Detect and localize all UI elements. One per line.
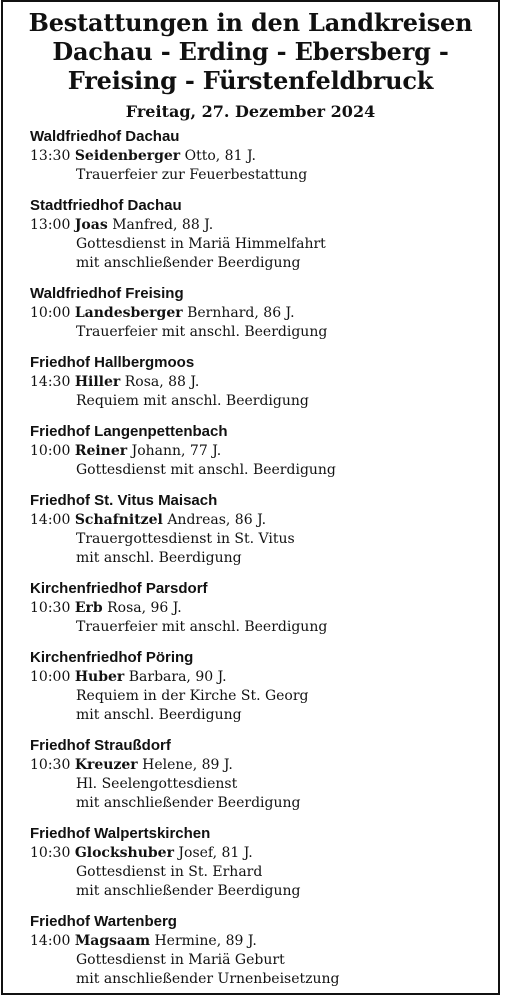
cemetery-name: Waldfriedhof Freising: [30, 285, 184, 302]
deceased-surname: Joas: [74, 217, 108, 233]
deceased-surname: Magsaam: [74, 933, 151, 949]
cemetery-name: Friedhof Wartenberg: [30, 913, 177, 930]
funeral-time: 13:30: [30, 148, 71, 164]
funeral-list: [30, 127, 492, 1000]
funeral-time: 14:00: [30, 512, 71, 528]
deceased-surname: Seidenberger: [74, 148, 181, 164]
funeral-entry: [30, 196, 492, 273]
ceremony-detail: Gottesdienst in Mariä Geburt: [76, 952, 285, 968]
funeral-main-line: [30, 599, 492, 618]
funeral-entry: [30, 912, 492, 989]
ceremony-detail: mit anschließender Beerdigung: [76, 795, 301, 811]
deceased-name-age: Bernhard, 86 J.: [187, 305, 295, 321]
deceased-surname: Landesberger: [74, 305, 183, 321]
funeral-main-line: [30, 216, 492, 235]
funeral-main-line: [30, 373, 492, 392]
cemetery-name: Friedhof Hallbergmoos: [30, 354, 195, 371]
funeral-main-line: [30, 442, 492, 461]
funeral-entry: [30, 736, 492, 813]
deceased-surname: Reiner: [74, 443, 128, 459]
funeral-time: 14:00: [30, 933, 71, 949]
funeral-time: 13:00: [30, 217, 71, 233]
cemetery-name: Kirchenfriedhof Parsdorf: [30, 580, 208, 597]
deceased-surname: Hiller: [74, 374, 121, 390]
funeral-main-line: [30, 844, 492, 863]
funeral-main-line: [30, 304, 492, 323]
cemetery-name: Stadtfriedhof Dachau: [30, 197, 182, 214]
cemetery-name: Waldfriedhof Dachau: [30, 128, 180, 145]
ceremony-detail: Trauerfeier zur Feuerbestattung: [76, 167, 308, 183]
ceremony-detail: Trauerfeier mit anschl. Beerdigung: [76, 619, 328, 635]
notice-date: Freitag, 27. Dezember 2024: [125, 102, 376, 121]
deceased-name-age: Manfred, 88 J.: [112, 217, 214, 233]
funeral-time: 10:00: [30, 305, 71, 321]
cemetery-name: Kirchenfriedhof Pöring: [30, 649, 194, 666]
funeral-entry: [30, 648, 492, 725]
deceased-surname: Kreuzer: [74, 757, 138, 773]
deceased-name-age: Otto, 81 J.: [184, 148, 256, 164]
cemetery-name: Friedhof Langenpettenbach: [30, 423, 228, 440]
ceremony-detail: Hl. Seelengottesdienst: [76, 776, 238, 792]
notice-title-line: Dachau - Erding - Ebersberg -: [52, 37, 449, 66]
obituary-notice: [1, 0, 500, 995]
deceased-surname: Glockshuber: [74, 845, 174, 861]
funeral-entry: [30, 284, 492, 342]
ceremony-detail: mit anschließender Beerdigung: [76, 883, 301, 899]
deceased-surname: Schafnitzel: [74, 512, 163, 528]
funeral-time: 14:30: [30, 374, 71, 390]
deceased-name-age: Hermine, 89 J.: [154, 933, 257, 949]
funeral-main-line: [30, 511, 492, 530]
notice-header: [3, 8, 498, 123]
notice-title-line: Freising - Fürstenfeldbruck: [67, 66, 434, 95]
funeral-entry: [30, 422, 492, 480]
deceased-name-age: Helene, 89 J.: [142, 757, 233, 773]
ceremony-detail: mit anschl. Beerdigung: [76, 707, 242, 723]
deceased-name-age: Rosa, 96 J.: [107, 600, 182, 616]
funeral-time: 10:30: [30, 600, 71, 616]
ceremony-detail: Trauerfeier mit anschl. Beerdigung: [76, 324, 328, 340]
funeral-main-line: [30, 932, 492, 951]
funeral-main-line: [30, 756, 492, 775]
deceased-name-age: Barbara, 90 J.: [128, 669, 227, 685]
funeral-main-line: [30, 668, 492, 687]
funeral-time: 10:00: [30, 669, 71, 685]
deceased-surname: Erb: [74, 600, 103, 616]
deceased-surname: Huber: [74, 669, 125, 685]
deceased-name-age: Andreas, 86 J.: [167, 512, 267, 528]
funeral-entry: [30, 127, 492, 185]
funeral-entry: [30, 824, 492, 901]
funeral-time: 10:00: [30, 443, 71, 459]
deceased-name-age: Rosa, 88 J.: [124, 374, 200, 390]
funeral-time: 10:30: [30, 757, 71, 773]
cemetery-name: Friedhof St. Vitus Maisach: [30, 492, 218, 509]
ceremony-detail: mit anschließender Urnenbeisetzung: [76, 971, 340, 987]
ceremony-detail: mit anschl. Beerdigung: [76, 550, 242, 566]
funeral-entry: [30, 353, 492, 411]
deceased-name-age: Johann, 77 J.: [131, 443, 222, 459]
ceremony-detail: Gottesdienst mit anschl. Beerdigung: [76, 462, 336, 478]
ceremony-detail: Gottesdienst in Mariä Himmelfahrt: [76, 236, 326, 252]
funeral-time: 10:30: [30, 845, 71, 861]
deceased-name-age: Josef, 81 J.: [178, 845, 253, 861]
funeral-main-line: [30, 147, 492, 166]
ceremony-detail: Trauergottesdienst in St. Vitus: [76, 531, 295, 547]
ceremony-detail: Gottesdienst in St. Erhard: [76, 864, 263, 880]
cemetery-name: Friedhof Walpertskirchen: [30, 825, 211, 842]
funeral-entry: [30, 491, 492, 568]
notice-title-line: Bestattungen in den Landkreisen: [28, 8, 473, 37]
ceremony-detail: Requiem in der Kirche St. Georg: [76, 688, 309, 704]
ceremony-detail: mit anschließender Beerdigung: [76, 255, 301, 271]
cemetery-name: Friedhof Straußdorf: [30, 737, 171, 754]
ceremony-detail: Requiem mit anschl. Beerdigung: [76, 393, 309, 409]
funeral-entry: [30, 579, 492, 637]
